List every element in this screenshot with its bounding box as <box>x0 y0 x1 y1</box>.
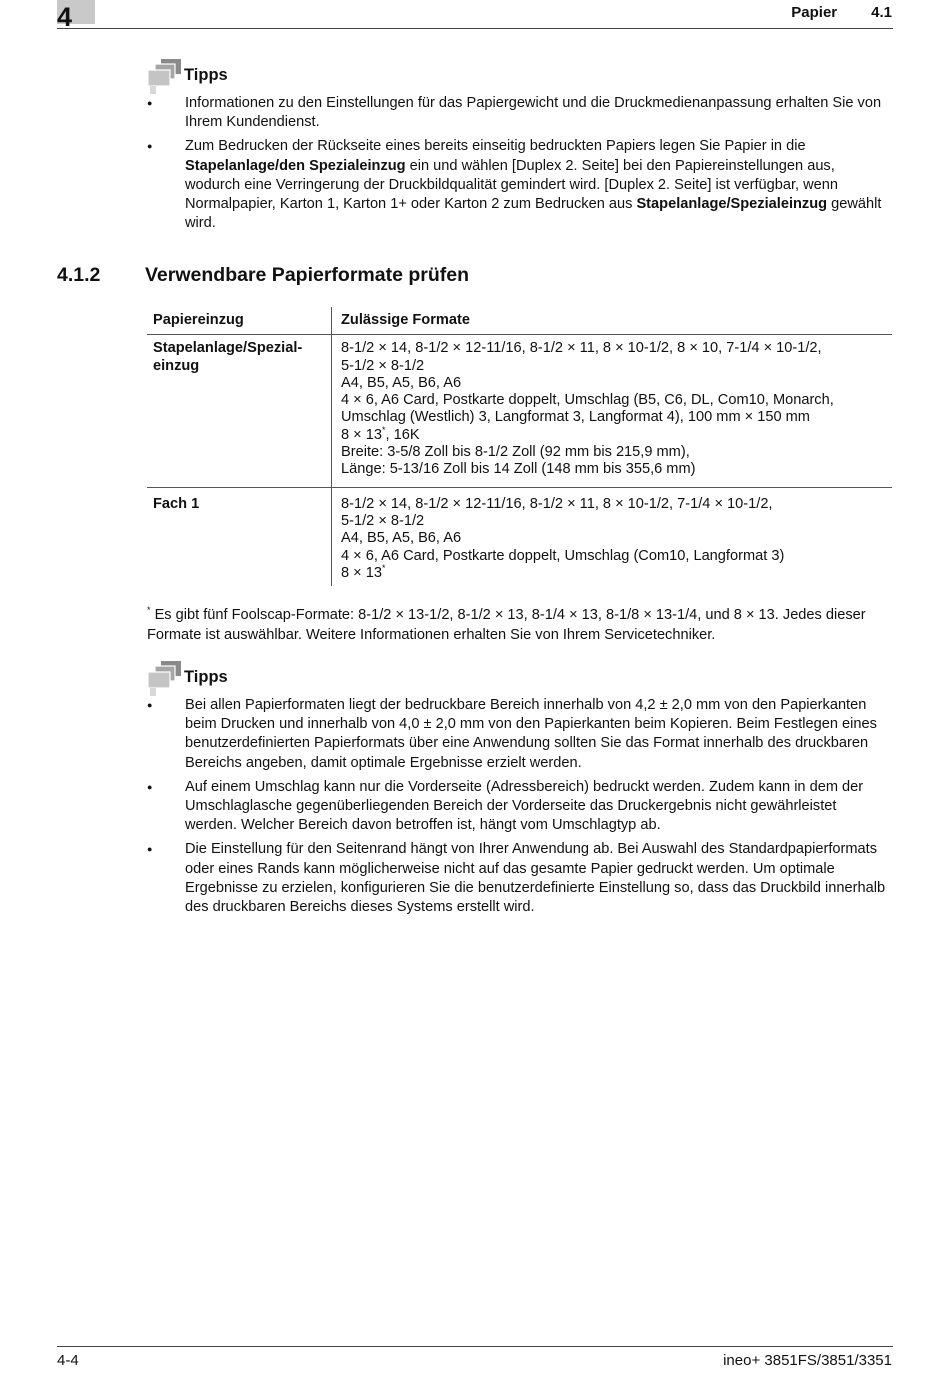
format-line: A4, B5, A5, B6, A6 <box>341 530 462 547</box>
header-section-name: Papier <box>791 4 838 21</box>
tips-pages-icon <box>147 58 183 94</box>
chapter-number: 4 <box>57 2 73 32</box>
tips-title: Tipps <box>184 66 228 84</box>
bold-term: Stapelanlage/Spezialeinzug <box>636 196 828 213</box>
format-line: A4, B5, A5, B6, A6 <box>341 374 462 391</box>
tips-box-1 <box>147 58 892 238</box>
product-model: ineo+ 3851FS/3851/3351 <box>723 1352 892 1369</box>
section-heading <box>57 264 470 287</box>
tips-box-2 <box>147 660 892 922</box>
format-line: Umschlag (Westlich) 3, Langformat 3, Langformat 4), 100 mm × 150 mm <box>341 409 810 426</box>
footnote-marker: * <box>147 605 151 615</box>
feed-line: Fach 1 <box>153 495 200 512</box>
footnote-marker: * <box>381 562 386 573</box>
tips-list-2 <box>147 696 892 917</box>
column-header-feed: Papiereinzug <box>147 307 332 335</box>
column-header-formats: Zulässige Formate <box>332 307 893 335</box>
section-title: Verwendbare Papierformate prüfen <box>145 264 470 286</box>
format-line: Breite: 3-5/8 Zoll bis 8-1/2 Zoll (92 mm bis 215,9 mm), <box>341 444 690 461</box>
table-row <box>147 487 892 586</box>
format-line: 5-1/2 × 8-1/2 <box>341 512 425 529</box>
format-line: 5-1/2 × 8-1/2 <box>341 357 425 374</box>
header-section-number: 4.1 <box>871 4 892 21</box>
page-number: 4-4 <box>57 1352 79 1369</box>
format-line: 4 × 6, A6 Card, Postkarte doppelt, Umschlag (Com10, Langformat 3) <box>341 547 785 564</box>
text-run: ein und wählen [Duplex 2. Seite] bei den Papiereinstellungen aus, wodurch eine Verringerung der Druckbildqualität gemindert wird. [Duplex 2. Seite] ist verfügbar, wenn Normalpapier, Karton 1, Karton 1+ oder Karton 2 zum Bedrucken aus <box>185 157 839 213</box>
formats-cell <box>332 487 893 586</box>
feed-line: einzug <box>153 357 200 374</box>
format-text: 8 × 13 <box>341 426 382 443</box>
table-footnote <box>147 606 892 645</box>
running-header <box>791 4 892 21</box>
table-row <box>147 335 892 487</box>
format-line-foolscap <box>341 562 892 582</box>
feed-line: Stapelanlage/Spezial- <box>153 340 303 357</box>
formats-cell <box>332 335 893 487</box>
format-line: 8-1/2 × 14, 8-1/2 × 12-11/16, 8-1/2 × 11, 8 × 10-1/2, 8 × 10, 7-1/4 × 10-1/2, <box>341 340 822 357</box>
format-suffix: , 16K <box>385 426 420 443</box>
feed-cell <box>147 487 332 586</box>
header-rule <box>57 28 893 29</box>
footer-rule <box>57 1346 893 1347</box>
format-line: Länge: 5-13/16 Zoll bis 14 Zoll (148 mm bis 355,6 mm) <box>341 461 696 478</box>
paper-formats-table <box>147 307 892 586</box>
list-item <box>147 137 892 233</box>
tips-header <box>147 660 892 696</box>
table-header-row <box>147 307 892 335</box>
format-line-foolscap <box>341 424 892 444</box>
tips-list-1 <box>147 94 892 233</box>
chapter-number-tab <box>57 0 95 32</box>
list-item: ● Auf einem Umschlag kann nur die Vorderseite (Adressbereich) bedruckt werden. Zudem kann in dem der Umschlaglasche gegenüberliegenden Bereich der Vorderseite das Druckergebnis nicht gewährleistet werden. Welcher Bereich davon betroffen ist, hängt vom Umschlagtyp ab. <box>147 778 892 836</box>
list-item <box>147 94 892 132</box>
tips-header <box>147 58 892 94</box>
list-item: ● Bei allen Papierformaten liegt der bedruckbare Bereich innerhalb von 4,2 ± 2,0 mm von den Papierkanten beim Drucken und innerhalb von 4,0 ± 2,0 mm von den Papierkanten beim Kopieren. Beim Festlegen eines benutzerdefinierten Papierformats über eine Anwendung sollten Sie das Format innerhalb des druckbaren Bereichs angeben, damit optimale Ergebnisse erzielt werden. <box>147 696 892 773</box>
footnote-marker: * <box>381 424 386 435</box>
text-run: Zum Bedrucken der Rückseite eines bereits einseitig bedruckten Papiers legen Sie Papier in die <box>185 138 806 155</box>
format-line: 8-1/2 × 14, 8-1/2 × 12-11/16, 8-1/2 × 11, 8 × 10-1/2, 7-1/4 × 10-1/2, <box>341 495 773 512</box>
format-text: 8 × 13 <box>341 564 382 581</box>
list-item: ● Die Einstellung für den Seitenrand hängt von Ihrer Anwendung ab. Bei Auswahl des Standardpapierformats oder eines Rands kann möglicherweise nicht auf das gesamte Papier gedruckt werden. Um optimale Ergebnisse zu erzielen, konfigurieren Sie die benutzerdefinierte Einstellung so, dass das Druckbild innerhalb des druckbaren Bereichs dieses Systems erstellt wird. <box>147 840 892 917</box>
footnote-text: Es gibt fünf Foolscap-Formate: 8-1/2 × 13-1/2, 8-1/2 × 13, 8-1/4 × 13, 8-1/8 × 13-1/4, und 8 × 13. Jedes dieser Formate ist auswählbar. Weitere Informationen erhalten Sie von Ihrem Servicetechniker. <box>147 607 866 643</box>
text-run: gewählt wird. <box>185 196 882 232</box>
text-run: Informationen zu den Einstellungen für das Papiergewicht und die Druckmedienanpassung erhalten Sie von Ihrem Kundendienst. <box>185 95 882 131</box>
tips-title: Tipps <box>184 668 228 686</box>
section-number: 4.1.2 <box>57 264 101 286</box>
bold-term: Stapelanlage/den Spezialeinzug <box>185 157 406 174</box>
feed-cell <box>147 335 332 487</box>
format-line: 4 × 6, A6 Card, Postkarte doppelt, Umschlag (B5, C6, DL, Com10, Monarch, <box>341 392 834 409</box>
tips-pages-icon <box>147 660 183 696</box>
